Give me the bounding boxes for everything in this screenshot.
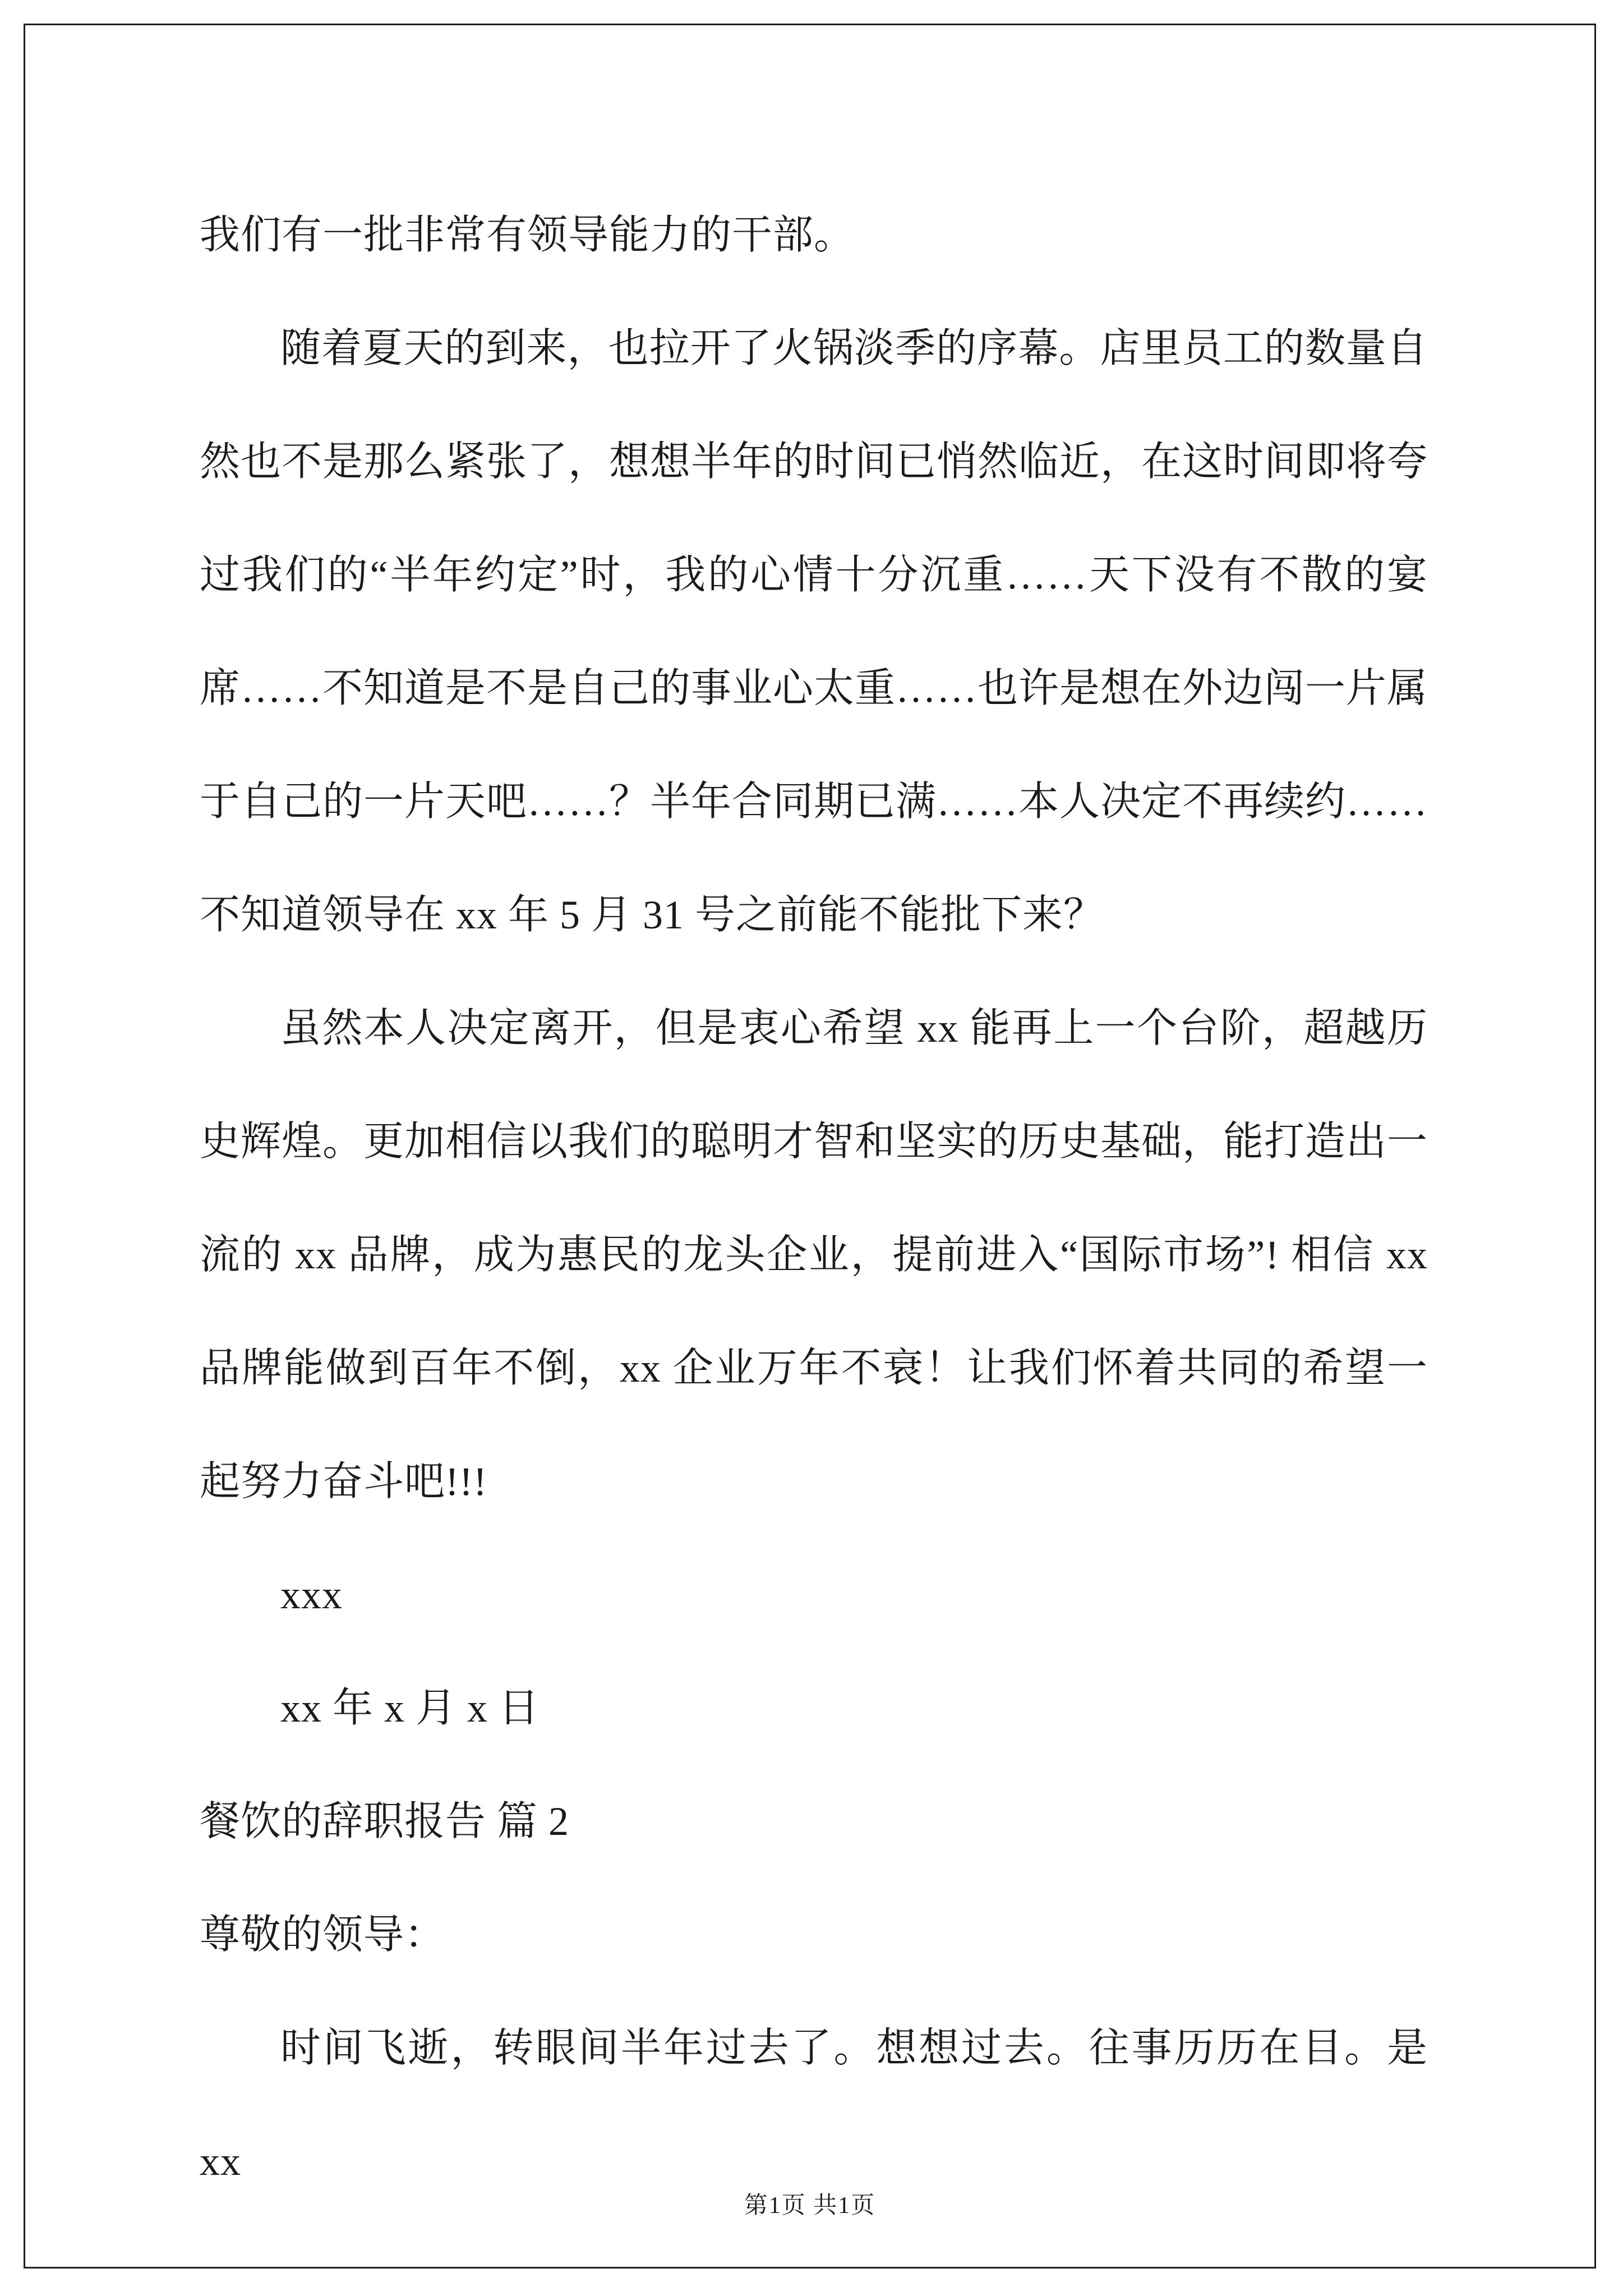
document-body <box>200 178 1428 2218</box>
signature: xxx <box>280 1572 343 1617</box>
paragraph: 虽然本人决定离开，但是衷心希望 xx 能再上一个台阶，超越历史辉煌。更加相信以我们的聪明才智和坚实的历史基础，能打造出一流的 xx 品牌，成为惠民的龙头企业，提前进入“国际市场”! 相信 xx 品牌能做到百年不倒，xx 企业万年不衰！让我们怀着共同的希望一起努力奋斗吧!!! <box>200 1006 1428 1504</box>
section-heading: 餐饮的辞职报告 篇 2 <box>200 1799 570 1844</box>
paragraph: 时间飞逝，转眼间半年过去了。想想过去。往事历历在目。是 xx <box>200 2026 1428 2184</box>
paragraph: 随着夏天的到来，也拉开了火锅淡季的序幕。店里员工的数量自然也不是那么紧张了，想想半年的时间已悄然临近，在这时间即将夸过我们的“半年约定”时，我的心情十分沉重……天下没有不散的宴席……不知道是不是自己的事业心太重……也许是想在外边闯一片属于自己的一片天吧……？半年合同期已满……本人决定不再续约……不知道领导在 xx 年 5 月 31 号之前能不能批下来？ <box>200 326 1428 937</box>
signature-date: xx 年 x 月 x 日 <box>280 1686 540 1731</box>
paragraph: 我们有一批非常有领导能力的干部。 <box>200 213 855 257</box>
salutation: 尊敬的领导： <box>200 1912 446 1957</box>
page-number-footer: 第1页 共1页 <box>744 2193 876 2219</box>
